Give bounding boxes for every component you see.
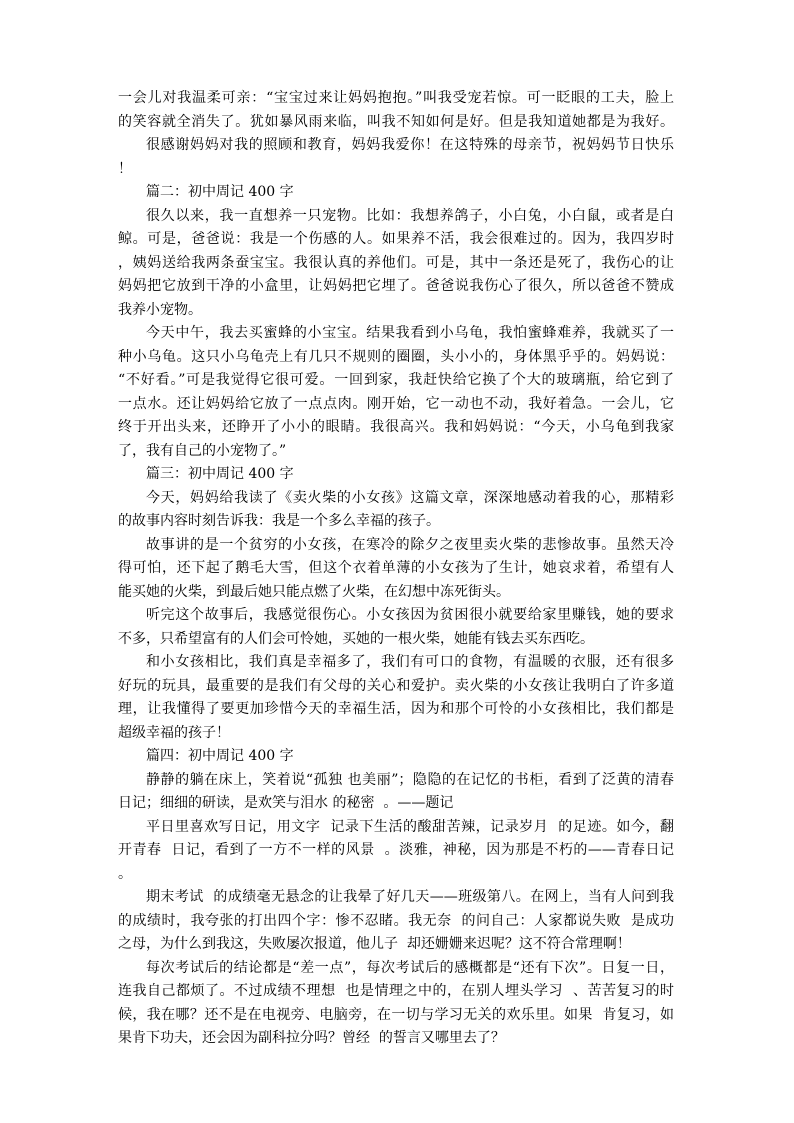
text-line: 的故事内容时刻告诉我：我是一个多么幸福的孩子。 <box>118 513 440 529</box>
text-line: 故事讲的是一个贫穷的小女孩，在寒冷的除夕之夜里卖火柴的悲惨故事。虽然天冷 <box>146 536 674 553</box>
text-line: 终于开出头来，还睁开了小小的眼睛。我很高兴。我和妈妈说：“今天，小乌龟到我家 <box>118 419 674 435</box>
text-line: 听完这个故事后，我感觉很伤心。小女孩因为贫困很小就要给家里赚钱，她的要求 <box>146 607 674 623</box>
text-line: 鲸。可是，爸爸说：我是一个伤感的人。如果养不活，我会很难过的。因为，我四岁时 <box>118 231 674 247</box>
text-line: 每次考试后的结论都是“差一点”，每次考试后的感概都是“还有下次”。日复一日， <box>146 959 674 976</box>
text-line: 了，我有自己的小宠物了。” <box>118 442 287 459</box>
text-line: 今天中午，我去买蜜蜂的小宝宝。结果我看到小乌龟，我怕蜜蜂难养，我就买了一 <box>146 325 674 341</box>
text-line: 静静的躺在床上，笑着说“孤独 也美丽”；隐隐的在记忆的书柜，看到了泛黄的清春 <box>146 771 674 788</box>
text-line: 候，我在哪？还不是在电视旁、电脑旁，在一切与学习无关的欢乐里。如果 肯复习，如 <box>118 1006 674 1023</box>
text-line: 很久以来，我一直想养一只宠物。比如：我想养鸽子，小白兔，小白鼠，或者是白 <box>146 207 674 224</box>
text-line: 之母，为什么到我这，失败屡次报道，他儿子 却还姗姗来迟呢？这不符合常理啊！ <box>118 936 631 952</box>
text-line: ，姨妈送给我两条蚕宝宝。我很认真的养他们。可是，其中一条还是死了，我伤心的让 <box>118 254 674 271</box>
text-line: 果肯下功夫，还会因为副科拉分吗？曾经 的誓言又哪里去了？ <box>118 1030 505 1046</box>
text-line: ！ <box>118 160 132 177</box>
text-line: 一会儿对我温柔可亲：“宝宝过来让妈妈抱抱。”叫我受宠若惊。可一眨眼的工夫，脸上 <box>118 90 674 106</box>
text-line: 开青春 日记，看到了一方不一样的风景 。淡雅，神秘，因为那是不朽的——青春日记 <box>118 842 674 858</box>
text-line: 得可怕，还下起了鹅毛大雪，但这个衣着单薄的小女孩为了生计，她哀求着，希望有人 <box>118 560 674 576</box>
text-line: 和小女孩相比，我们真是幸福多了，我们有可口的食物，有温暖的衣服，还有很多 <box>146 654 674 670</box>
text-line: 不多，只希望富有的人们会可怜她，买她的一根火柴，她能有钱去买东西吃。 <box>118 630 594 647</box>
text-line: 我养小宠物。 <box>118 301 202 318</box>
text-line: 篇四：初中周记 400 字 <box>146 748 294 764</box>
text-line: 今天，妈妈给我读了《卖火柴的小女孩》这篇文章，深深地感动着我的心，那精彩 <box>146 489 674 506</box>
text-line: 一点水。还让妈妈给它放了一点点肉。刚开始，它一动也不动，我好着急。一会儿，它 <box>118 395 674 412</box>
text-line: 超级幸福的孩子！ <box>118 724 230 741</box>
text-line: 的笑容就全消失了。犹如暴风雨来临，叫我不知如何是好。但是我知道她都是为我好。 <box>118 113 674 130</box>
text-line: 期末考试 的成绩毫无悬念的让我晕了好几天——班级第八。在网上，当有人问到我 <box>146 889 674 905</box>
text-line: 的成绩时，我夸张的打出四个字：惨不忍睹。我无奈 的问自己：人家都说失败 是成功 <box>118 912 674 929</box>
text-line: 篇三：初中周记 400 字 <box>146 466 294 482</box>
text-line: 日记；细细的研读，是欢笑与泪水 的秘密 。——题记 <box>118 795 454 811</box>
text-line: 理，让我懂得了要更加珍惜今天的幸福生活，因为和那个可怜的小女孩相比，我们都是 <box>118 701 674 717</box>
text-line: 种小乌龟。这只小乌龟壳上有几只不规则的圈圈，头小小的，身体黑乎乎的。妈妈说： <box>118 348 674 365</box>
text-line: 平日里喜欢写日记，用文字 记录下生活的酸甜苦辣，记录岁月 的足迹。如今，翻 <box>146 818 674 835</box>
document-page <box>118 87 674 1051</box>
text-line: 。 <box>118 865 132 882</box>
text-line: 妈妈把它放到干净的小盒里，让妈妈把它埋了。爸爸说我伤心了很久，所以爸爸不赞成 <box>118 278 674 294</box>
text-line: 篇二：初中周记 400 字 <box>146 184 294 200</box>
text-line: 连我自己都烦了。不过成绩不理想 也是情理之中的，在别人埋头学习 、苦苦复习的时 <box>118 983 674 999</box>
text-line: “不好看。”可是我觉得它很可爱。一回到家，我赶快给它换了个大的玻璃瓶，给它到了 <box>118 372 674 388</box>
text-line: 能买她的火柴，到最后她只能点燃了火柴，在幻想中冻死街头。 <box>118 583 510 600</box>
text-line: 很感谢妈妈对我的照顾和教育，妈妈我爱你！在这特殊的母亲节，祝妈妈节日快乐 <box>146 137 674 153</box>
text-line: 好玩的玩具，最重要的是我们有父母的关心和爱护。卖火柴的小女孩让我明白了许多道 <box>118 677 674 694</box>
